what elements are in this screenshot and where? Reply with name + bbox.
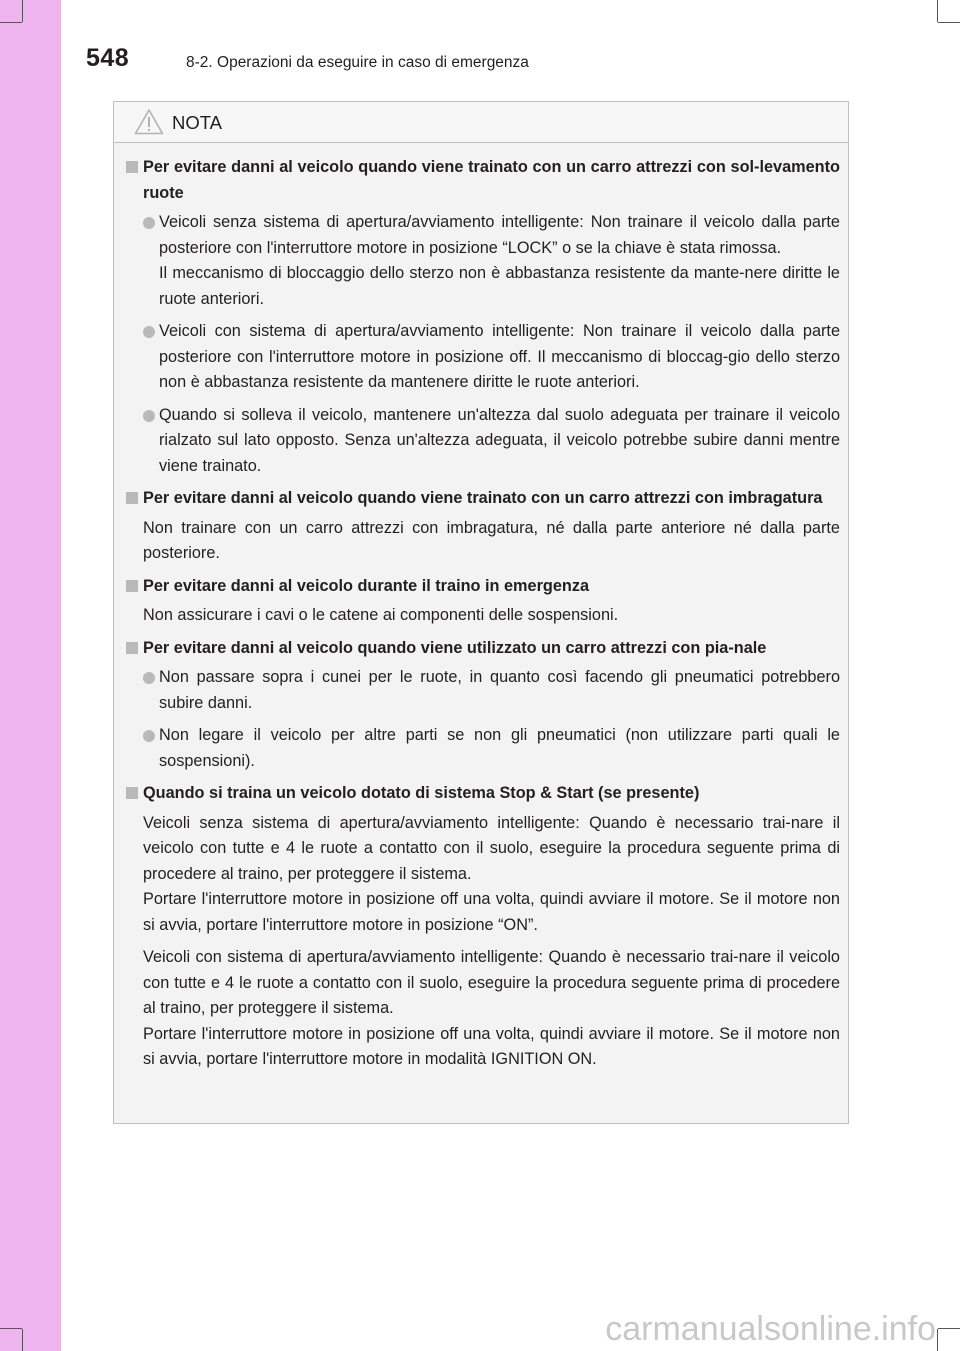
crop-mark xyxy=(938,22,960,23)
crop-mark xyxy=(22,0,23,22)
bullet-text: Quando si solleva il veicolo, mantenere un'altezza dal suolo adeguata per trainare il veicolo rialzato sul lato opposto. Senza un'altezza adeguata, il veicolo potrebbe subire danni mentre viene trainato. xyxy=(159,405,840,475)
section-heading: Per evitare danni al veicolo quando viene trainato con un carro attrezzi con imbragatura xyxy=(143,489,823,507)
notice-section xyxy=(114,636,848,775)
square-bullet-icon xyxy=(126,492,138,504)
section-body: Portare l'interruttore motore in posizione off una volta, quindi avviare il motore. Se il motore non si avvia, portare l'interruttore motore in modalità IGNITION ON. xyxy=(143,1024,840,1068)
crop-mark xyxy=(0,22,22,23)
section-heading: Per evitare danni al veicolo quando viene utilizzato un carro attrezzi con pia-nale xyxy=(143,638,767,657)
notice-section xyxy=(114,155,848,479)
bullet-item xyxy=(143,319,840,396)
notice-section xyxy=(114,781,848,1073)
notice-content xyxy=(114,155,848,1080)
section-heading: Quando si traina un veicolo dotato di sistema Stop & Start (se presente) xyxy=(143,784,700,802)
circle-bullet-icon xyxy=(143,326,155,338)
bullet-item xyxy=(143,403,840,480)
bullet-item xyxy=(143,665,840,716)
page-number: 548 xyxy=(86,44,130,72)
circle-bullet-icon xyxy=(143,410,155,422)
bullet-item xyxy=(143,210,840,312)
bullet-text: Veicoli senza sistema di apertura/avviamento intelligente: Non trainare il veicolo dalla parte posteriore con l'interruttore motore in posizione “LOCK” o se la chiave è stata rimossa. xyxy=(159,213,840,257)
section-heading: Per evitare danni al veicolo durante il traino in emergenza xyxy=(143,576,590,595)
circle-bullet-icon xyxy=(143,730,155,742)
section-heading: Per evitare danni al veicolo quando viene trainato con un carro attrezzi con sol-levamento ruote xyxy=(143,158,840,202)
square-bullet-icon xyxy=(126,787,138,799)
bullet-text: Non legare il veicolo per altre parti se non gli pneumatici (non utilizzare parti quali le sospensioni). xyxy=(159,726,840,770)
circle-bullet-icon xyxy=(143,672,155,684)
bullet-text: Non passare sopra i cunei per le ruote, in quanto così facendo gli pneumatici potrebbero subire danni. xyxy=(159,668,840,712)
watermark: carmanualsonline.info xyxy=(605,1310,936,1348)
section-body: Veicoli con sistema di apertura/avviamento intelligente: Quando è necessario trai-nare il veicolo con tutte e 4 le ruote a contatto con il suolo, eseguire la procedura seguente prima di procedere al traino, per proteggere il sistema. xyxy=(143,948,840,1017)
crop-mark xyxy=(938,1328,960,1329)
section-body: Non trainare con un carro attrezzi con imbragatura, né dalla parte anteriore né dalla parte posteriore. xyxy=(143,518,840,562)
notice-section xyxy=(114,574,848,629)
section-body: Non assicurare i cavi o le catene ai componenti delle sospensioni. xyxy=(143,606,619,624)
notice-section xyxy=(114,486,848,567)
chapter-side-tab xyxy=(0,0,61,1351)
crop-mark xyxy=(22,1329,23,1351)
crop-mark xyxy=(937,1329,938,1351)
notice-box xyxy=(113,101,849,1124)
section-title: 8-2. Operazioni da eseguire in caso di emergenza xyxy=(186,54,529,71)
bullet-text: Il meccanismo di bloccaggio dello sterzo non è abbastanza resistente da mante-nere diritte le ruote anteriori. xyxy=(159,264,840,308)
square-bullet-icon xyxy=(126,580,138,592)
crop-mark xyxy=(937,0,938,22)
notice-header xyxy=(114,102,848,143)
circle-bullet-icon xyxy=(143,217,155,229)
square-bullet-icon xyxy=(126,642,138,654)
square-bullet-icon xyxy=(126,161,138,173)
crop-mark xyxy=(0,1328,22,1329)
section-body: Veicoli senza sistema di apertura/avviamento intelligente: Quando è necessario trai-nare il veicolo con tutte e 4 le ruote a contatto con il suolo, eseguire la procedura seguente prima di procedere al traino, per proteggere il sistema. xyxy=(143,813,840,883)
section-body: Portare l'interruttore motore in posizione off una volta, quindi avviare il motore. Se il motore non si avvia, portare l'interruttore motore in posizione “ON”. xyxy=(143,890,840,934)
notice-title: NOTA xyxy=(172,112,223,133)
bullet-text: Veicoli con sistema di apertura/avviamento intelligente: Non trainare il veicolo dalla parte posteriore con l'interruttore motore in posizione off. Il meccanismo di bloccag-gio dello sterzo non è abbastanza resistente da mantenere diritte le ruote anteriori. xyxy=(159,322,840,391)
bullet-item xyxy=(143,723,840,774)
warning-triangle-icon xyxy=(134,108,164,140)
